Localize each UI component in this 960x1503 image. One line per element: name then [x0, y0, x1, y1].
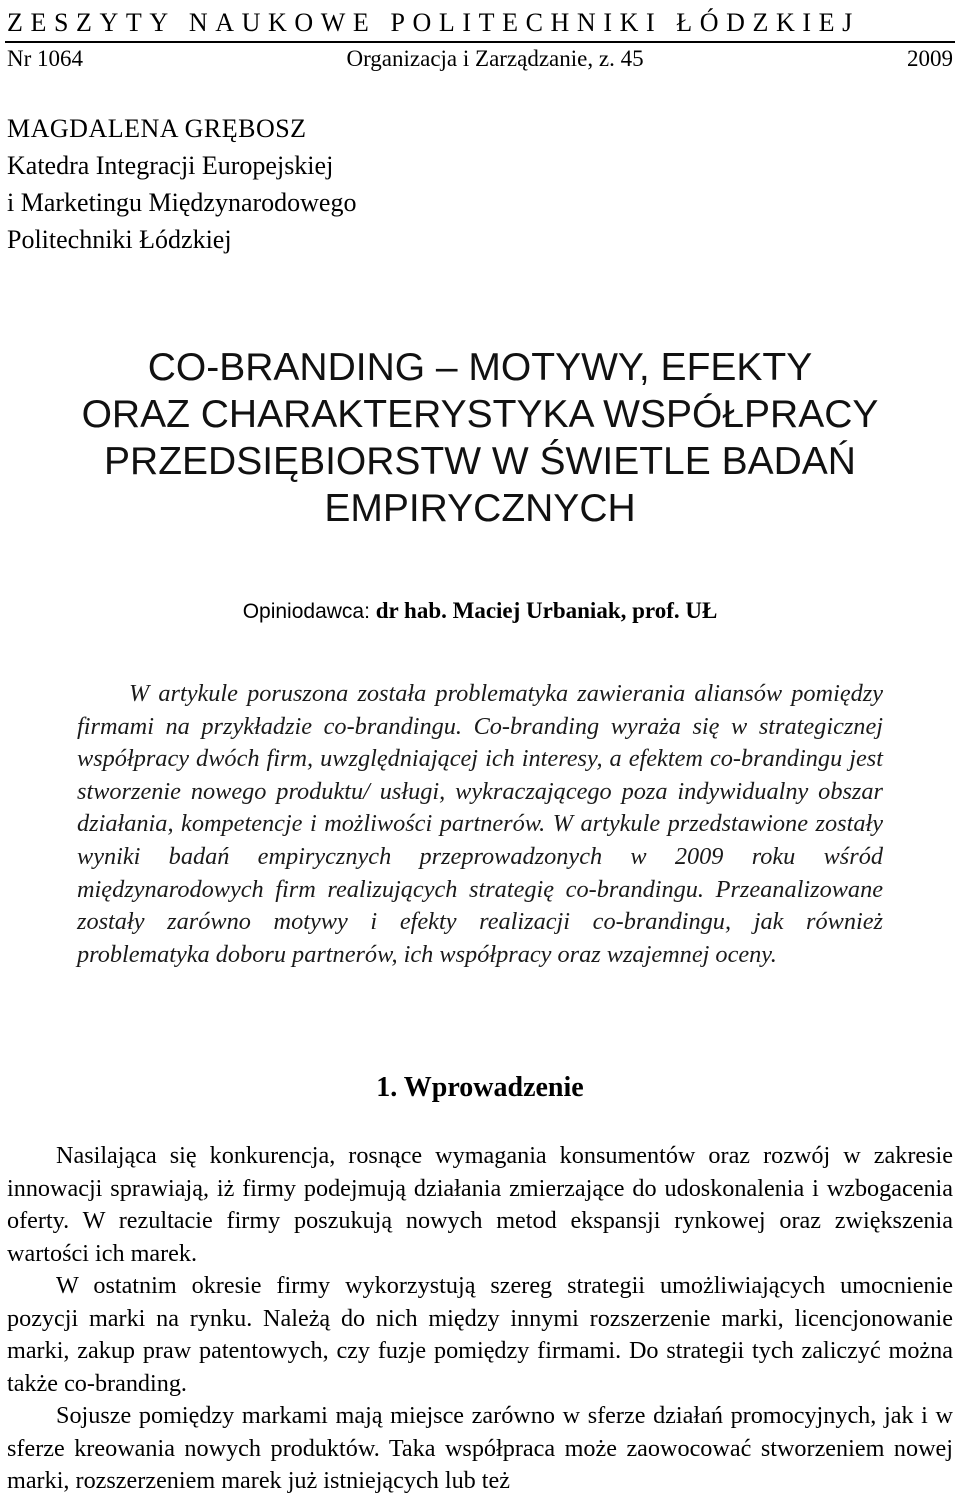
affiliation-line: i Marketingu Międzynarodowego	[7, 188, 357, 217]
title-line: CO-BRANDING – MOTYWY, EFEKTY	[147, 346, 813, 389]
author-name: MAGDALENA GRĘBOSZ	[7, 114, 307, 143]
affiliation-line: Politechniki Łódzkiej	[7, 225, 232, 254]
author-block	[7, 110, 356, 258]
issue-line	[7, 45, 953, 73]
affiliation-line: Katedra Integracji Europejskiej	[7, 151, 334, 180]
issue-number: Nr 1064	[7, 46, 84, 71]
reviewer-label: Opiniodawca:	[242, 600, 370, 623]
header-rule	[5, 41, 955, 43]
body-text	[7, 1140, 953, 1498]
abstract: W artykule poruszona została problematyka zawierania aliansów pomiędzy firmami na przykładzie co-brandingu. Co-branding wyraża się w strategicznej współpracy dwóch firm, uwzględniającej ich interesy, a efektem co-brandingu jest stworzenie nowego produktu/ usługi, wykraczającego poza indywidualny obszar działania, kompetencje i możliwości partnerów. W artykule przedstawione zostały wyniki badań empirycznych przeprowadzonych w 2009 roku wśród międzynarodowych firm realizujących strategię co-brandingu. Przeanalizowane zostały zarówno motywy i efekty realizacji co-brandingu, jak również problematyka doboru partnerów, ich współpracy oraz wzajemnej oceny.	[77, 680, 883, 968]
issue-year: 2009	[907, 46, 953, 71]
title-line: EMPIRYCZNYCH	[324, 487, 636, 530]
reviewer-line	[0, 597, 960, 626]
reviewer-name: dr hab. Maciej Urbaniak, prof. UŁ	[375, 598, 718, 623]
paragraph: W ostatnim okresie firmy wykorzystują szereg strategii umożliwiających umocnienie pozycji marki na rynku. Należą do nich między innymi rozszerzenie marki, licencjonowanie marki, zakup praw patentowych, czy fuzje pomiędzy firmami. Do strategii tych zaliczyć można także co-branding.	[7, 1272, 953, 1397]
series-name: Organizacja i Zarządzanie, z. 45	[346, 46, 644, 71]
paragraph: Nasilająca się konkurencja, rosnące wymagania konsumentów oraz rozwój w zakresie innowacji sprawiają, iż firmy podejmują działania zmierzające do udoskonalenia i wzbogacenia oferty. W rezultacie firmy poszukują nowych metod ekspansji rynkowej oraz zwiększenia wartości ich marek.	[7, 1142, 953, 1267]
title-line: PRZEDSIĘBIORSTW W ŚWIETLE BADAŃ	[104, 440, 856, 483]
journal-title: ZESZYTY NAUKOWE POLITECHNIKI ŁÓDZKIEJ	[7, 8, 860, 37]
section-heading: 1. Wprowadzenie	[376, 1072, 584, 1103]
paragraph: Sojusze pomiędzy markami mają miejsce zarówno w sferze działań promocyjnych, jak i w sferze kreowania nowych produktów. Taka współpraca może zaowocować stworzeniem nowej marki, rozszerzeniem marek już istniejących lub też	[7, 1402, 953, 1494]
title-line: ORAZ CHARAKTERYSTYKA WSPÓŁPRACY	[81, 393, 879, 436]
article-title	[0, 344, 960, 532]
